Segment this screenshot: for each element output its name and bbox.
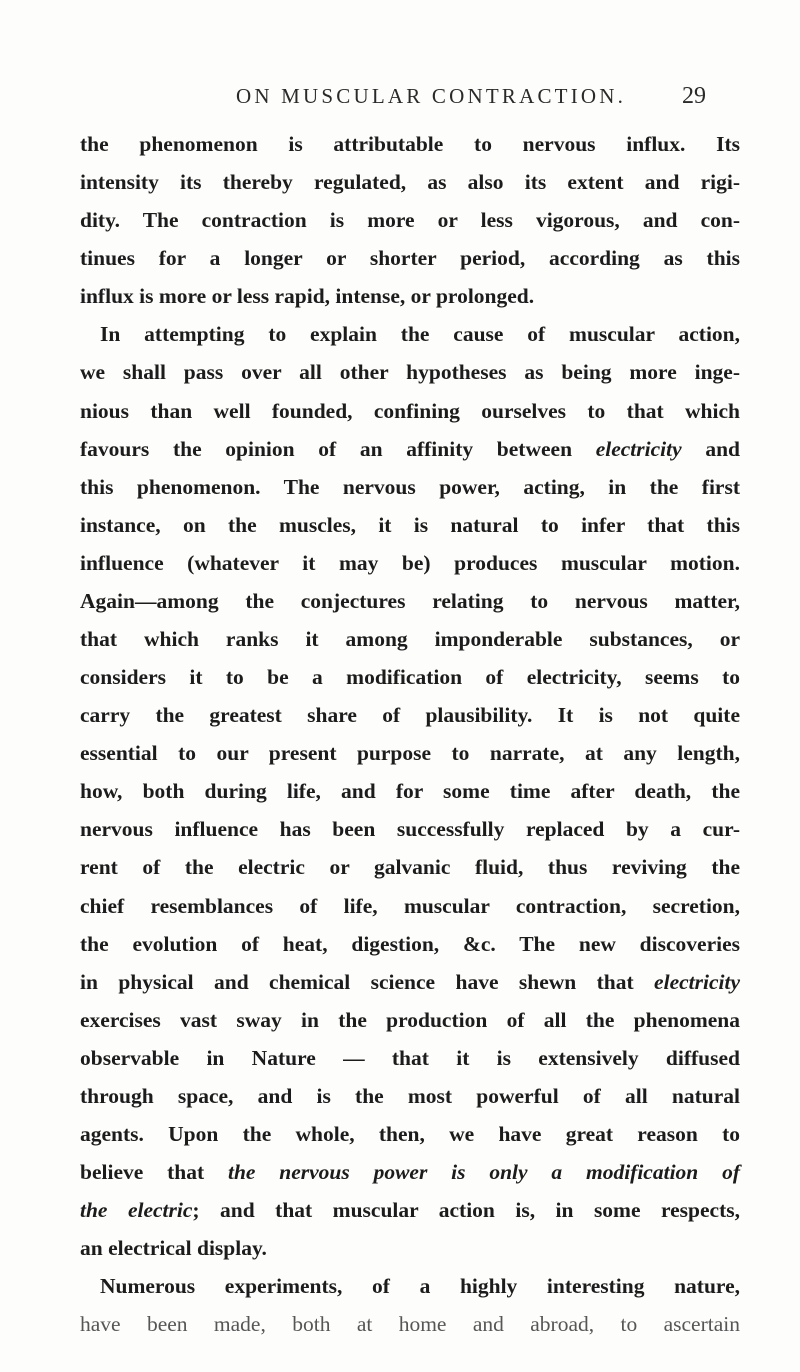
line-text: exercises vast sway in the production of all the phenomena [80, 1007, 740, 1032]
line-text: we shall pass over all other hypotheses as being more inge- [80, 360, 740, 385]
line-text: chief resemblances of life, muscular contraction, secretion, [80, 893, 740, 918]
line-text: rent of the electric or galvanic fluid, thus reviving the [80, 855, 740, 880]
line-text: Again—among the conjectures relating to nervous matter, [80, 588, 740, 613]
text-line [80, 1267, 740, 1305]
text-line [80, 925, 740, 963]
text-line [80, 468, 740, 506]
text-line [80, 277, 740, 315]
line-text: an electrical display. [80, 1236, 267, 1261]
text-line [80, 239, 740, 277]
line-text: influx is more or less rapid, intense, or prolonged. [80, 284, 535, 309]
line-text: have been made, both at home and abroad, to ascertain [80, 1312, 740, 1337]
body-text [80, 125, 740, 1344]
text-line [80, 430, 740, 468]
line-text: how, both during life, and for some time after death, the [80, 779, 740, 804]
line-text: agents. Upon the whole, then, we have great reason to [80, 1122, 740, 1147]
text-line [80, 582, 740, 620]
text-line [80, 1001, 740, 1039]
line-text: the phenomenon is attributable to nervous influx. Its [80, 132, 740, 156]
text-line [80, 772, 740, 810]
line-text: considers it to be a modification of electricity, seems to [80, 665, 740, 690]
line-text: this phenomenon. The nervous power, acting, in the first [80, 474, 740, 499]
italic-text: electricity [654, 969, 740, 994]
line-text: influence (whatever it may be) produces muscular motion. [80, 550, 740, 575]
line-text: believe that [80, 1160, 228, 1185]
text-line [80, 810, 740, 848]
text-line [80, 696, 740, 734]
text-line [80, 506, 740, 544]
text-line [80, 1153, 740, 1191]
italic-text: the nervous power is only a modification of [227, 1160, 740, 1185]
text-line [80, 620, 740, 658]
line-text: nervous influence has been successfully replaced by a cur- [80, 817, 740, 842]
italic-text: electricity [595, 436, 682, 461]
text-line [80, 734, 740, 772]
text-line [80, 963, 740, 1001]
running-head [0, 84, 800, 114]
text-line [80, 315, 740, 353]
text-line [80, 163, 740, 201]
line-text: In attempting to explain the cause of muscular action, [100, 322, 740, 347]
page-number: 29 [682, 83, 706, 109]
text-line [80, 658, 740, 696]
text-line [80, 1229, 740, 1267]
line-text: favours the opinion of an affinity between [80, 436, 596, 461]
line-text: observable in Nature — that it is extensively diffused [80, 1045, 740, 1070]
text-line [80, 848, 740, 886]
line-text: that which ranks it among imponderable substances, or [80, 627, 740, 652]
text-line [80, 201, 740, 239]
text-line [80, 1305, 740, 1343]
line-text: in physical and chemical science have shewn that [80, 969, 655, 994]
line-text: Numerous experiments, of a highly interesting nature, [100, 1274, 740, 1299]
line-text: intensity its thereby regulated, as also its extent and rigi- [80, 170, 740, 195]
text-line [80, 353, 740, 391]
text-line [80, 392, 740, 430]
text-line [80, 1039, 740, 1077]
line-text: essential to our present purpose to narrate, at any length, [80, 741, 740, 766]
line-text: tinues for a longer or shorter period, according as this [80, 246, 740, 271]
line-text-after: and [681, 436, 740, 461]
line-text: dity. The contraction is more or less vigorous, and con- [80, 208, 740, 233]
running-title: ON MUSCULAR CONTRACTION. [236, 84, 627, 108]
line-text-after: ; and that muscular action is, in some respects, [192, 1198, 740, 1223]
line-text: the evolution of heat, digestion, &c. The new discoveries [80, 931, 740, 956]
text-line [80, 887, 740, 925]
italic-text: the electric [80, 1198, 193, 1223]
line-text: through space, and is the most powerful of all natural [80, 1083, 740, 1108]
text-line [80, 544, 740, 582]
text-line [80, 1077, 740, 1115]
text-line [80, 125, 740, 163]
text-line [80, 1191, 740, 1229]
text-line [80, 1115, 740, 1153]
line-text: nious than well founded, confining ourselves to that which [80, 398, 740, 423]
line-text: instance, on the muscles, it is natural to infer that this [80, 512, 740, 537]
line-text: carry the greatest share of plausibility. It is not quite [80, 703, 740, 728]
